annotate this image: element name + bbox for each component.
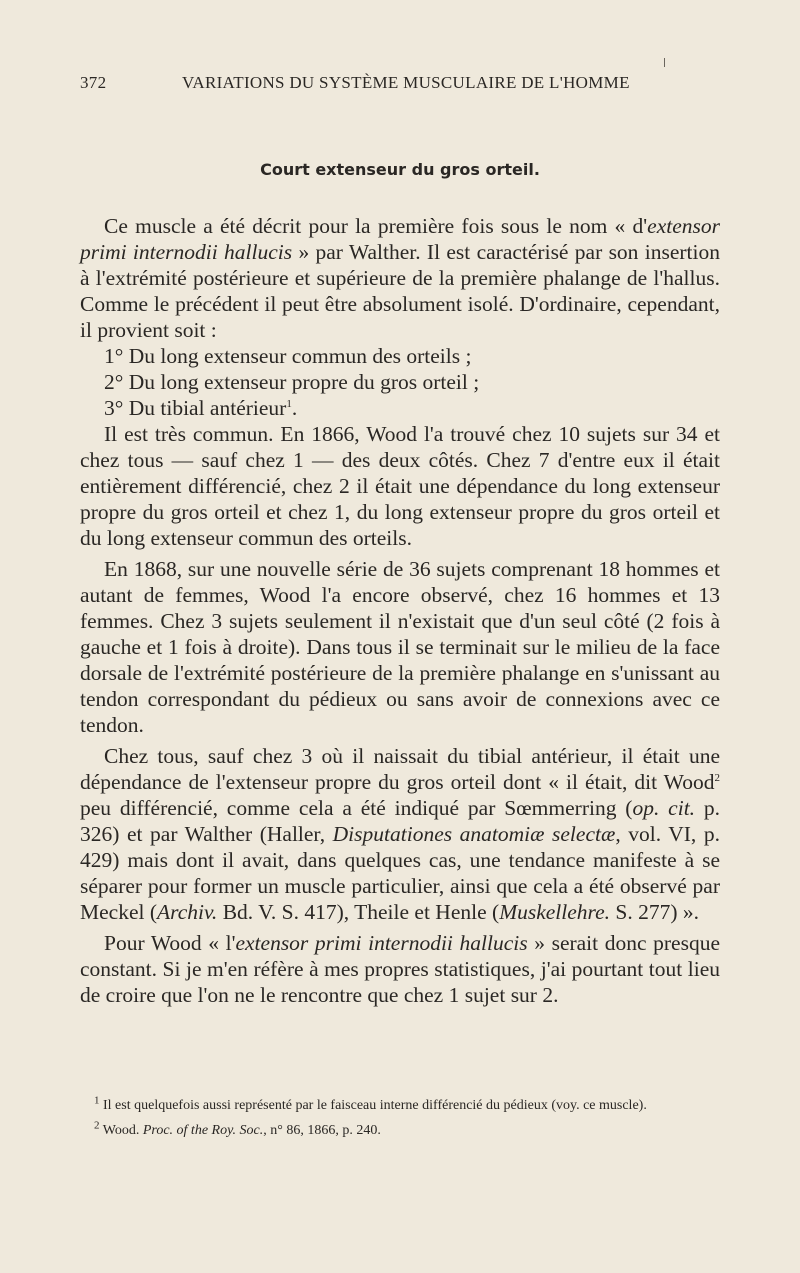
citation: Archiv. — [157, 900, 218, 924]
running-title: VARIATIONS DU SYSTÈME MUSCULAIRE DE L'HOMME — [182, 73, 630, 92]
text-run: Il est quelquefois aussi représenté par le faisceau interne différencié du pédieux (voy. ce muscle). — [99, 1098, 647, 1113]
text-run: 3° Du tibial antérieur — [104, 396, 287, 420]
citation: Proc. of the Roy. Soc. — [142, 1123, 264, 1138]
text-run: , vol. VI, p. 429) mais dont il avait, dans quelques cas, une tendance manifeste à se séparer pour former un muscle particulier, ainsi que cela a été observé par Meckel ( — [80, 822, 720, 924]
footnote-ref: 1 — [286, 397, 292, 410]
text-run: » par Walther. Il est caractérisé par son insertion à l'extrémité postérieure et supérieure de la première phalange de l'hallus. Comme le précédent il peut être absolument isolé. D'ordinaire, cependant, il provient soit : — [80, 240, 720, 342]
text-run: , n° 86, 1866, p. 240. — [263, 1123, 381, 1138]
paragraph-1868: En 1868, sur une nouvelle série de 36 sujets comprenant 18 hommes et autant de femmes, Wood l'a encore observé, chez 16 hommes et 13 femmes. Chez 3 sujets seulement il n'existait que d'un seul côté (2 fois à gauche et 1 fois à droite). Dans tous il se terminait sur le milieu de la face dorsale de l'extrémité postérieure de la première phalange en s'unissant au tendon correspondant du pédieux ou sans avoir de connexions avec ce tendon. — [80, 557, 720, 737]
text-run: peu différencié, comme cela a été indiqué par Sœmmerring ( — [80, 796, 633, 820]
list-item: 1° Du long extenseur commun des orteils ; — [104, 344, 472, 368]
footnote-ref: 2 — [714, 771, 720, 784]
footnote-number: 2 — [94, 1119, 100, 1132]
list-item — [80, 395, 720, 421]
footnote-1 — [80, 1096, 720, 1116]
footnotes — [80, 1096, 720, 1141]
paragraph-intro — [80, 213, 720, 343]
latin-term: extensor primi internodii hallucis — [235, 931, 528, 955]
text-run: S. 277) ». — [610, 900, 700, 924]
section-title: Court extenseur du gros orteil. — [260, 160, 540, 179]
text-run: p. 326) et par Walther (Haller, — [80, 796, 721, 846]
latin-term: extensor primi internodii hallucis — [80, 214, 720, 264]
paragraph-conclusion — [80, 930, 720, 1008]
text-run: Bd. V. S. 417), Theile et Henle ( — [217, 900, 500, 924]
footnote-number: 1 — [94, 1094, 100, 1107]
text-run: . — [291, 396, 298, 420]
text-run: » serait donc presque constant. Si je m'en réfère à mes propres statistiques, j'ai pourtant tout lieu de croire que l'on ne le rencontre que chez 1 sujet sur 2. — [80, 931, 720, 1007]
page-number: 372 — [80, 73, 107, 92]
paragraph-1866: Il est très commun. En 1866, Wood l'a trouvé chez 10 sujets sur 34 et chez tous — sauf chez 1 — des deux côtés. Chez 7 d'entre eux il était entièrement différencié, chez 2 il était une dépendance du long extenseur propre du gros orteil et chez 1, du long extenseur propre du gros orteil et du long extenseur commun des orteils. — [80, 422, 720, 550]
text-run: Chez tous, sauf chez 3 où il naissait du tibial antérieur, il était une dépendance de l'extenseur propre du gros orteil dont « il était, dit Wood — [80, 744, 720, 794]
paragraph-dependence — [80, 743, 720, 925]
citation: Disputationes anatomiæ selectæ — [332, 822, 616, 846]
footnote-2 — [80, 1121, 720, 1141]
text-run: Pour Wood « l' — [104, 931, 236, 955]
list-item: 2° Du long extenseur propre du gros orteil ; — [104, 370, 480, 394]
text-run: Wood. — [99, 1123, 143, 1138]
citation: op. cit. — [632, 796, 696, 820]
margin-mark — [664, 58, 665, 67]
citation: Muskellehre. — [499, 900, 611, 924]
body-text — [80, 213, 720, 1008]
text-run: Ce muscle a été décrit pour la première fois sous le nom « d' — [104, 214, 648, 238]
